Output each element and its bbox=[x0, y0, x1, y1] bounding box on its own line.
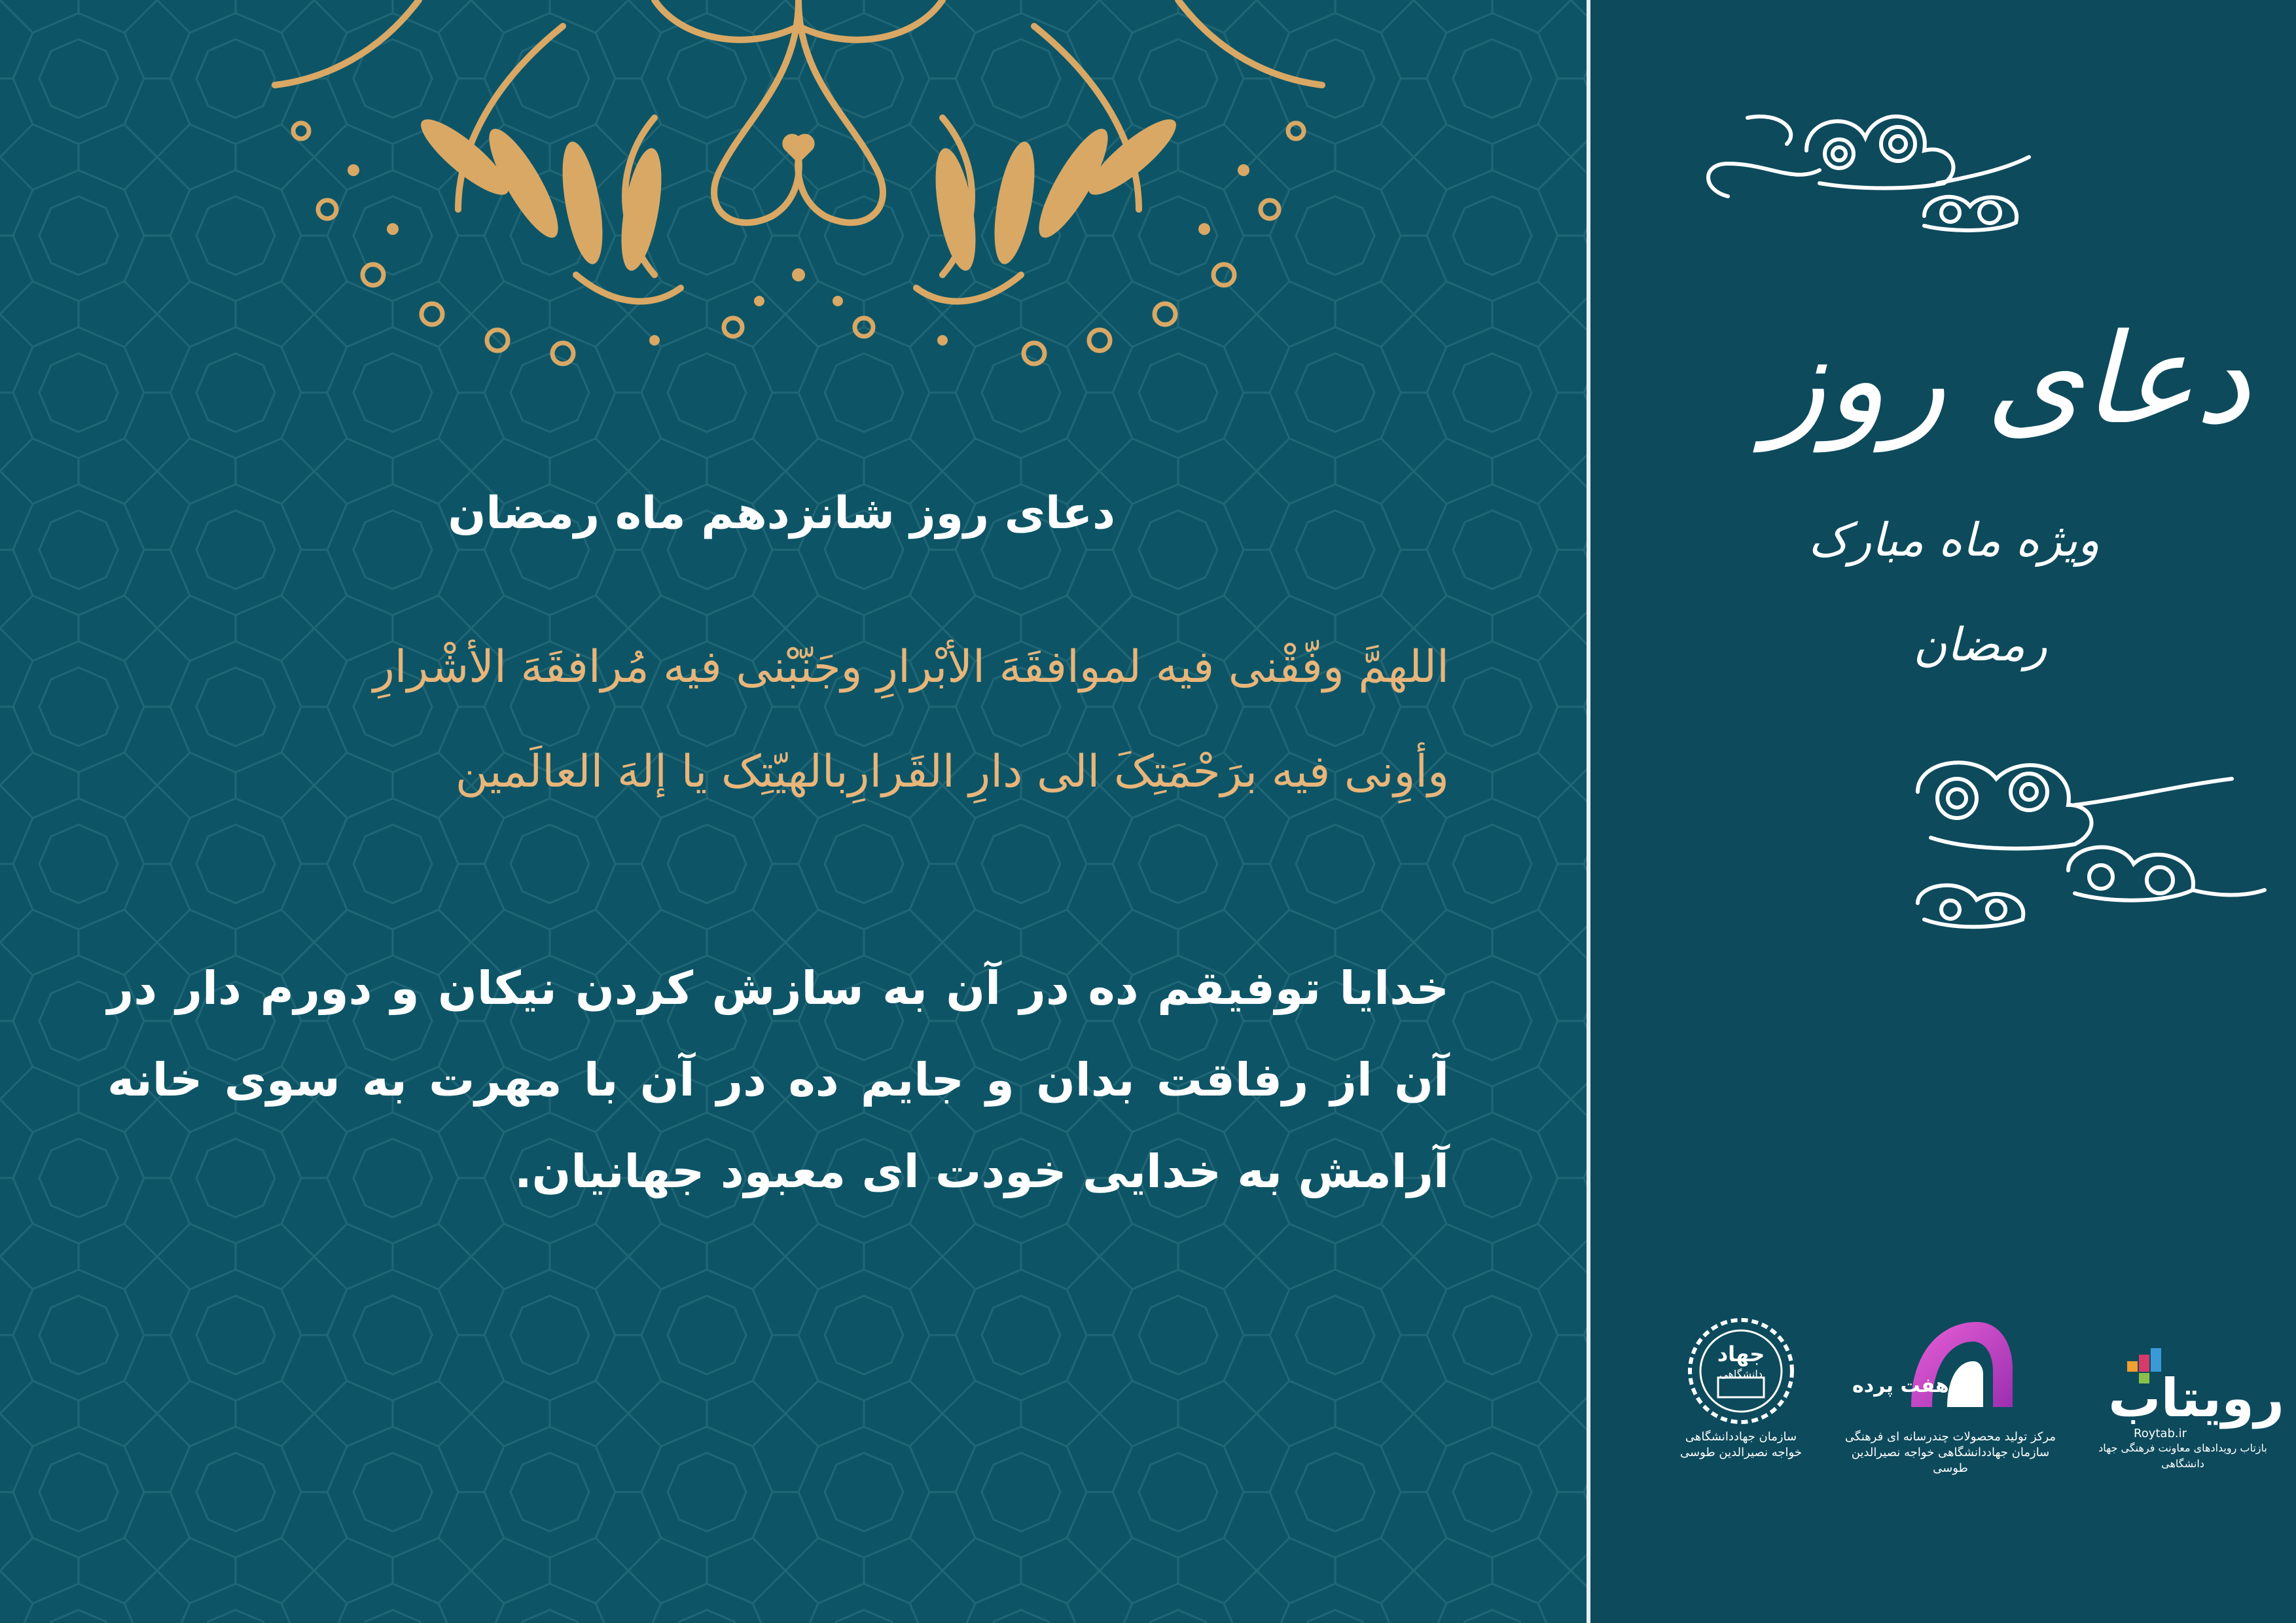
persian-translation: خدایا توفیقم ده در آن به سازش کردن نیکان و دورم دار در آن از رفاقت بدان و جایم ده در آن با مهرت به سوی خانه آرامش به خدایی خودت ای معبود جهانیان. bbox=[107, 961, 1449, 1198]
arabic-line-2: وأوِنی فیه برَحْمَتِکَ الی دارِ القَرارِبالهیّتِک یا إلهَ العالَمین bbox=[455, 746, 1449, 798]
roytab-logo bbox=[2081, 1348, 2284, 1472]
haftparde-caption-line2: سازمان جهاددانشگاهی خواجه نصیرالدین طوسی bbox=[1851, 1446, 2050, 1475]
sidebar-heading: دعای روز bbox=[1765, 307, 2250, 452]
jahad-mark-sub: دانشگاهی bbox=[1719, 1368, 1763, 1380]
cloud-ornament-top-icon bbox=[1689, 92, 2055, 249]
roytab-url: Roytab.ir bbox=[2134, 1427, 2187, 1440]
sidebar-subheading-line2: رمضان bbox=[1913, 618, 2047, 671]
jahad-logo bbox=[1669, 1315, 1813, 1461]
haftparde-caption-line1: مرکز تولید محصولات چندرسانه ای فرهنگی bbox=[1844, 1430, 2056, 1444]
arabic-dua-text bbox=[107, 615, 1449, 825]
arabic-line-1: اللهمَّ وفّقْنی فیه لموافقَهَ الأبْرارِ وجَنّبْنی فیه مُرافقَهَ الأشْرارِ bbox=[372, 641, 1449, 693]
haftparde-mark: هفت پرده bbox=[1852, 1374, 1949, 1397]
haftparde-emblem-icon bbox=[1885, 1309, 2016, 1427]
haftparde-logo bbox=[1839, 1309, 2062, 1476]
roytab-caption: بازتاب رویدادهای معاونت فرهنگی جهاد دانشگاهی bbox=[2098, 1442, 2267, 1470]
jahad-mark: جهاد bbox=[1717, 1342, 1765, 1366]
gold-mandala-ornament bbox=[157, 0, 1440, 419]
roytab-mark: رویتاب bbox=[2108, 1368, 2284, 1429]
sidebar-subheading-line1: ویژه ماه مبارک bbox=[1808, 513, 2100, 567]
sidebar-panel bbox=[1590, 0, 2296, 1623]
jahad-caption-line1: سازمان جهاددانشگاهی bbox=[1685, 1430, 1797, 1444]
dua-title: دعای روز شانزدهم ماه رمضان bbox=[448, 488, 1115, 539]
jahad-caption-line2: خواجه نصیرالدین طوسی bbox=[1680, 1446, 1802, 1459]
cloud-ornament-bottom-icon bbox=[1905, 746, 2271, 942]
